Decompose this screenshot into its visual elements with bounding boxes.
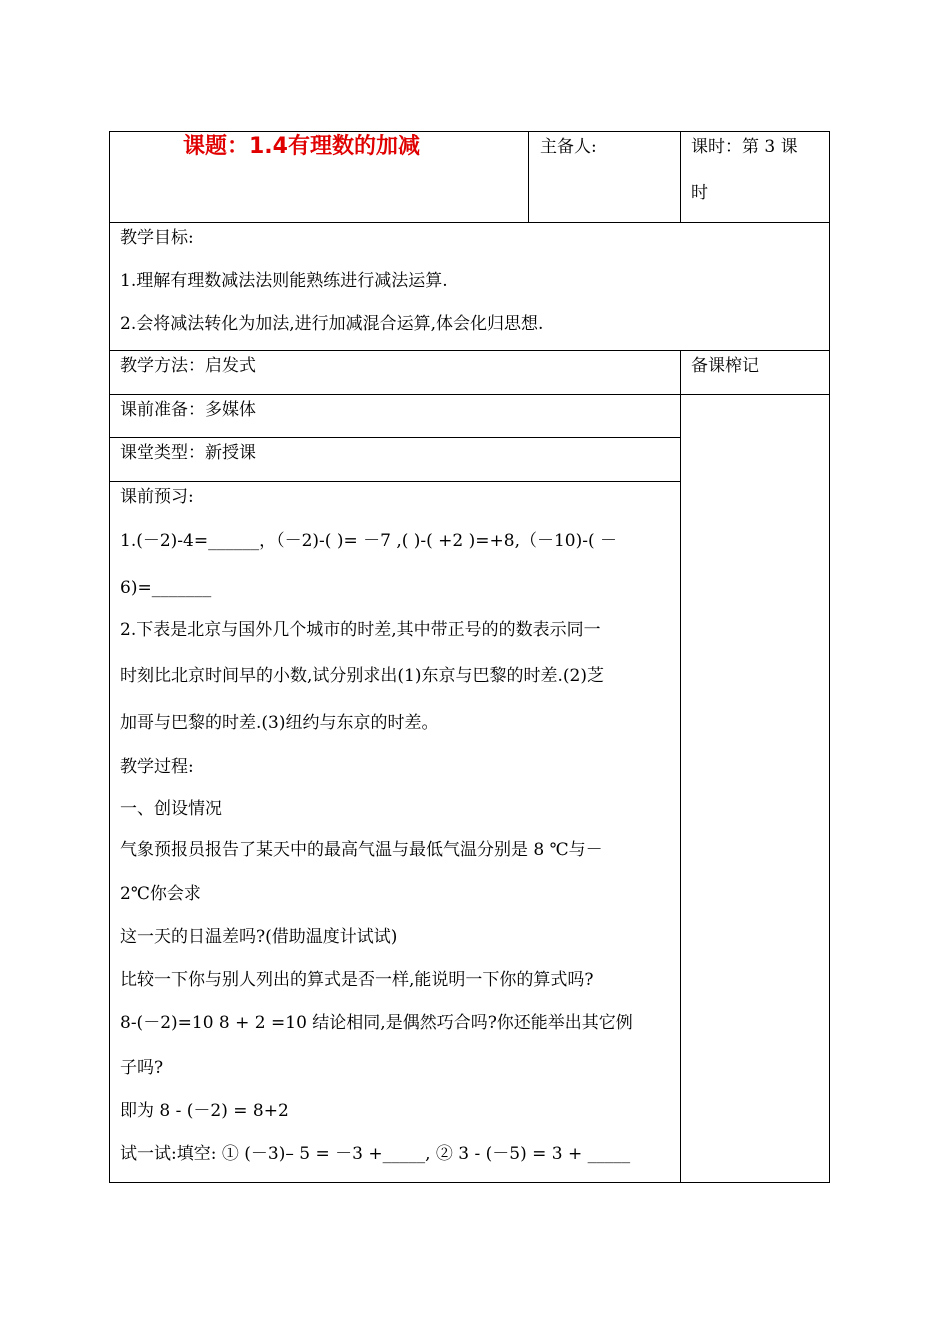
table-border-top <box>109 131 830 132</box>
class-preparation: 课前准备：多媒体 <box>120 400 256 420</box>
body-line: 子吗? <box>120 1058 164 1078</box>
process-heading: 教学过程: <box>120 757 194 777</box>
table-row-divider <box>109 481 680 482</box>
lesson-title: 课题：1.4有理数的加减 <box>183 134 420 159</box>
table-column-divider <box>528 131 529 223</box>
notes-column-label: 备课榨记 <box>691 356 759 376</box>
table-row-divider <box>109 222 830 223</box>
body-line: 这一天的日温差吗?(借助温度计试试) <box>120 927 398 947</box>
table-row-divider <box>109 437 680 438</box>
lesson-type: 课堂类型：新授课 <box>120 443 256 463</box>
body-line: 8-(－2)=10 8 + 2 =10 结论相同,是偶然巧合吗?你还能举出其它例 <box>120 1013 633 1033</box>
table-row-divider <box>109 394 830 395</box>
table-border-bottom <box>109 1182 830 1183</box>
table-row-divider <box>109 350 830 351</box>
preparer-label: 主备人: <box>540 137 597 157</box>
body-line: 即为 8 - (－2) = 8+2 <box>120 1101 289 1121</box>
preview-heading: 课前预习: <box>120 487 194 507</box>
body-line: 加哥与巴黎的时差.(3)纽约与东京的时差。 <box>120 713 439 733</box>
lesson-period-line2: 时 <box>691 183 708 203</box>
lesson-period-line1: 课时：第 3 课 <box>691 137 798 157</box>
table-border-left <box>109 131 110 1183</box>
body-line: 6)=_______ <box>120 578 212 598</box>
objective-item: 2.会将减法转化为加法,进行加减混合运算,体会化归思想. <box>120 314 544 334</box>
table-column-divider <box>680 350 681 1183</box>
body-line: 比较一下你与别人列出的算式是否一样,能说明一下你的算式吗? <box>120 970 594 990</box>
section-heading: 一、创设情况 <box>120 799 222 819</box>
teaching-method: 教学方法：启发式 <box>120 356 256 376</box>
body-line: 时刻比北京时间早的小数,试分别求出(1)东京与巴黎的时差.(2)芝 <box>120 666 604 686</box>
body-line: 气象预报员报告了某天中的最高气温与最低气温分别是 8 ℃与－ <box>120 840 603 860</box>
exercise-line: 试一试:填空: ① (－3)– 5 = －3 +_____, ② 3 - (－5) = 3 + _____ <box>120 1144 631 1164</box>
body-line: 2.下表是北京与国外几个城市的时差,其中带正号的的数表示同一 <box>120 620 601 640</box>
objectives-heading: 教学目标: <box>120 228 194 248</box>
table-border-right <box>829 131 830 1183</box>
body-line: 1.(－2)-4=______，（－2)-( )= －7 ,( )-( +2 )=+8,（－10)-( － <box>120 531 618 551</box>
body-line: 2℃你会求 <box>120 884 201 904</box>
objective-item: 1.理解有理数减法法则能熟练进行减法运算. <box>120 271 448 291</box>
table-column-divider <box>680 131 681 223</box>
